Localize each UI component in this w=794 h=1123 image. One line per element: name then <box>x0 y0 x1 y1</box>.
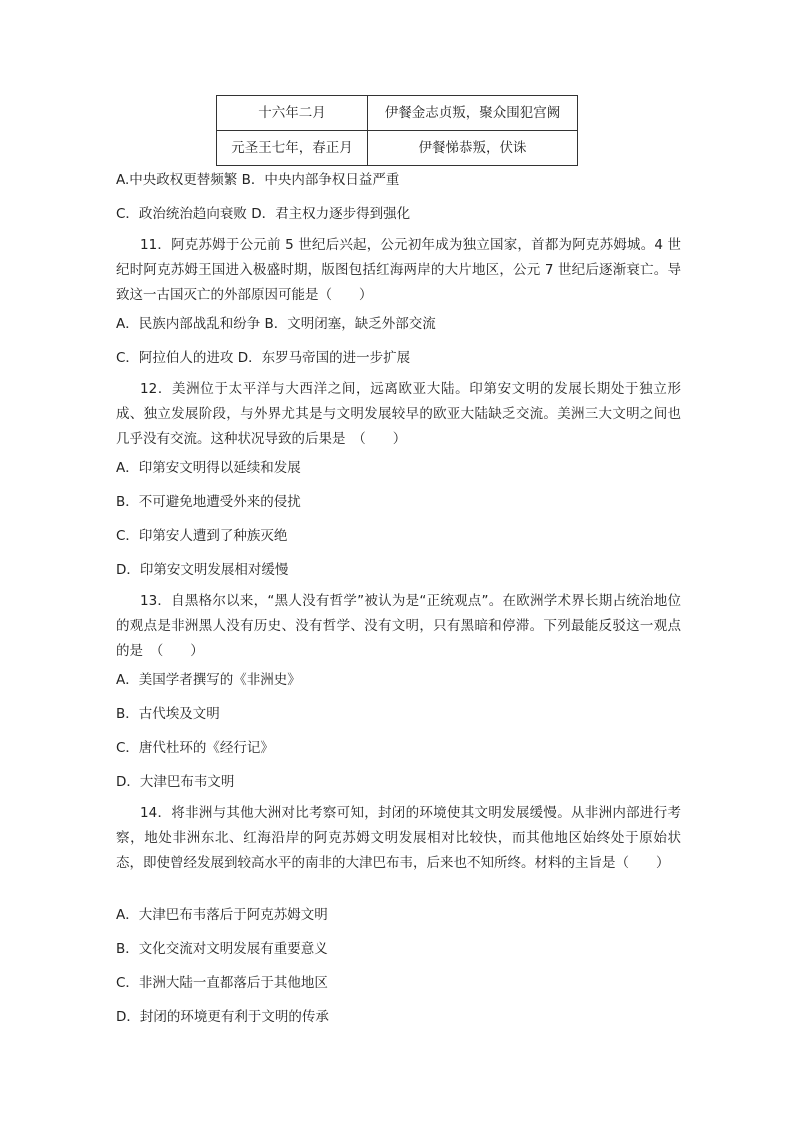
table-cell: 伊餐悌恭叛，伏诛 <box>368 131 578 166</box>
q13-option-d: D．大津巴布韦文明 <box>116 774 235 790</box>
q14-stem: 14．将非洲与其他大洲对比考察可知，封闭的环境使其文明发展缓慢。从非洲内部进行考察，地处非洲东北、红海沿岸的阿克苏姆文明发展相对比较快，而其他地区始终处于原始状态，即使曾经发展到较高水平的南非的大津巴布韦，后来也不知所终。材料的主旨是（ ） <box>116 805 681 871</box>
q10-options-line-2: C．政治统治趋向衰败 D．君主权力逐步得到强化 <box>116 206 411 222</box>
history-table <box>216 95 578 166</box>
q11-stem: 11．阿克苏姆于公元前 5 世纪后兴起，公元初年成为独立国家，首都为阿克苏姆城。4 世纪时阿克苏姆王国进入极盛时期，版图包括红海两岸的大片地区，公元 7 世纪后逐渐衰亡。导致这一古国灭亡的外部原因可能是（ ） <box>116 237 681 303</box>
q12-option-c: C．印第安人遭到了种族灭绝 <box>116 528 288 544</box>
q13-option-a: A．美国学者撰写的《非洲史》 <box>116 672 301 688</box>
q12-option-d: D．印第安文明发展相对缓慢 <box>116 562 289 578</box>
q12-stem: 12．美洲位于太平洋与大西洋之间，远离欧亚大陆。印第安文明的发展长期处于独立形成、独立发展阶段，与外界尤其是与文明发展较早的欧亚大陆缺乏交流。美洲三大文明之间也几乎没有交流。这种状况导致的后果是 （ ） <box>116 381 681 447</box>
table-cell: 元圣王七年，春正月 <box>217 131 368 166</box>
q13-stem: 13．自黑格尔以来，“黑人没有哲学”被认为是“正统观点”。在欧洲学术界长期占统治地位的观点是非洲黑人没有历史、没有哲学、没有文明，只有黑暗和停滞。下列最能反驳这一观点的是 （ ） <box>116 593 681 659</box>
table-cell: 十六年二月 <box>217 96 368 131</box>
table-row <box>217 96 578 131</box>
q14-option-c: C．非洲大陆一直都落后于其他地区 <box>116 975 328 991</box>
q14-option-b: B．文化交流对文明发展有重要意义 <box>116 941 328 957</box>
q11-options-line-1: A．民族内部战乱和纷争 B．文明闭塞，缺乏外部交流 <box>116 316 436 332</box>
table-row <box>217 131 578 166</box>
q14-option-d: D．封闭的环境更有利于文明的传承 <box>116 1009 329 1025</box>
table-cell: 伊餐金志贞叛，聚众围犯宫阙 <box>368 96 578 131</box>
q13-option-b: B．古代埃及文明 <box>116 706 220 722</box>
q12-option-b: B．不可避免地遭受外来的侵扰 <box>116 494 301 510</box>
q10-options-line-1: A.中央政权更替频繁 B．中央内部争权日益严重 <box>116 172 400 188</box>
q14-option-a: A．大津巴布韦落后于阿克苏姆文明 <box>116 907 328 923</box>
q11-options-line-2: C．阿拉伯人的进攻 D．东罗马帝国的进一步扩展 <box>116 350 411 366</box>
q12-option-a: A．印第安文明得以延续和发展 <box>116 460 301 476</box>
q13-option-c: C．唐代杜环的《经行记》 <box>116 740 274 756</box>
